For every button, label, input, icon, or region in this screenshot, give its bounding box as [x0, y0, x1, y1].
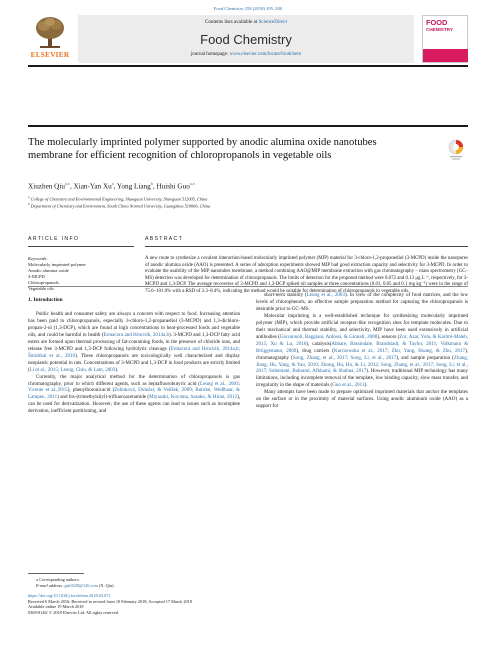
- author-affiliation-marker[interactable]: a,⁎: [189, 181, 195, 186]
- email-suffix: (X. Qiu).: [97, 582, 115, 588]
- keywords-label: Keywords:: [28, 256, 48, 261]
- homepage-prefix: journal homepage:: [190, 52, 230, 57]
- left-column: [28, 311, 240, 415]
- affiliation-text: College of Chemistry and Environmental Engineering, Shaoguan University, Shaoguan 512005, China: [30, 196, 208, 202]
- article-history: Received 6 March 2016; Received in revised form 10 February 2018; Accepted 17 March 2018: [28, 598, 192, 604]
- body-text: ). In view of the complexity of food matrices, and the low levels of chlorophenols, an effective sample preparation method for capturing the chloropropanols is desirable prior to GC–MS.: [256, 292, 468, 312]
- author-affiliation-marker[interactable]: a: [111, 181, 114, 186]
- author-name[interactable]: Yong Liang: [116, 182, 151, 191]
- body-text: ). These chloropropanols are toxicologically well characterized and display neoplastic potential in rats. Concentrations of 3-MCPD and 1,3-DCP in food products are strictly limited (: [28, 352, 240, 373]
- body-text: ).: [115, 366, 119, 373]
- keyword-item: Vegetable oils: [28, 286, 54, 292]
- footnote-marker: ⁎: [36, 577, 40, 582]
- author-name[interactable]: Xian-Yan Xu: [73, 182, 112, 191]
- body-text: Molecular imprinting is a well-established technique for synthesizing molecularly imprinted polymer (MIP), which provide artificial receptor-like recognition sites for template molecules. Due to their mechanical and thermal stability, and selectivity, MIP have been used extensively in artificial antibodies (: [256, 312, 468, 340]
- elsevier-tree-icon: [34, 16, 66, 50]
- author-list: [28, 181, 448, 190]
- affiliation-b: [28, 202, 468, 208]
- email-label: E-mail address:: [36, 582, 65, 588]
- body-text: ), can be used for derivatization. However, the use of these agents can lead to issues such as incomplete derivation, inefficient partitioning, and: [28, 394, 241, 415]
- email-link[interactable]: gsh0228@126.com: [64, 582, 98, 588]
- citation-link[interactable]: Zelinková, Doležal, & Velíšek, 2009; Buhrke, Weißhaar, & Lampen, 2011: [28, 387, 240, 401]
- citation-link[interactable]: Miyazaki, Koyama, Sasako, & Hirao, 2012: [149, 394, 238, 401]
- abstract-text: A new route to synthesize a covalent interaction-based molecularly imprinted polymer (MIP) material for 3-chloro-1,2-propanediol (3-MCPD) inside the nanopores of anodic alumina oxide (AAO) is presented. A series of adsorption experiments showed MIP had good extraction capacity and selectivity for 3-MCPD. In order to evaluate the usability of the MIP nanotubes membrane, a method combining AAO@MIP membrane extraction with gas chromatography – mass spectrometry (GC–MS) detection was developed for determination of chloropropanols. The limits of detection for the proposed method were 0.072 and 0.13 μg L⁻¹, respectively, for 3-MCPD and 1,3-DCP. The average recoveries of 3-MCPD and 1,3-DCP spiked oil samples at three concentrations (0.01, 0.05 and 0.1 mg kg⁻¹) were in the range of 75.6–101.0% with a RSD of 3.3–8.4%, indicating the method would be suitable for determination of chloropropanols in vegetable oils.: [145, 256, 468, 294]
- citation-link[interactable]: Giovannoli, Baggiani, Anfossi, & Giraudi, 2008: [279, 333, 378, 340]
- journal-banner: [78, 15, 414, 63]
- author-name[interactable]: Huishi Guo: [156, 182, 190, 191]
- author-affiliation-marker[interactable]: a,⁎: [64, 181, 70, 186]
- publisher-name: ELSEVIER: [30, 51, 70, 59]
- body-paragraph: [256, 389, 468, 410]
- body-text: ), chromatography (: [256, 347, 469, 361]
- publisher-logo[interactable]: [28, 15, 72, 63]
- body-text: ) and bis-(trimethylsilyl)-trifluoroacetamide (: [57, 394, 150, 401]
- online-date: Available online 19 March 2018: [28, 604, 84, 610]
- citation-link[interactable]: Zor, Azar, Yola, & Karimi-Maleh, 2015; Xu & Lu, 2016: [256, 333, 468, 347]
- body-text: short-term stability (: [264, 292, 307, 298]
- body-text: ), sensors (: [377, 333, 400, 340]
- body-text: ). However, traditional MIP technology has many limitations, including incomplete removal of the template, low binding capacity, slow mass transfer, and irregularity in the shape of materials (: [256, 368, 468, 389]
- body-text: ), catalysis(: [306, 340, 332, 347]
- author-separator: ,: [152, 182, 157, 191]
- abstract-rule: [145, 246, 468, 247]
- citation-link[interactable]: Zhang, Jiang, Hu, Yang, & Yao, 2010; Zhong, Hu, Hu, & Li, 2012; Song, Zhang, et al., 2017; Song, Li, et al., 2017; Soleimani, Bahrami, Afkhami, & Shabna, 2017: [256, 354, 469, 375]
- citation-link[interactable]: Abbate, Bassindale, Brandstadt, & Taylor, 2011; Volkmann & Brüggemann, 2006: [256, 340, 468, 354]
- journal-title[interactable]: Food Chemistry: [200, 32, 292, 47]
- introduction-heading: 1. Introduction: [28, 297, 63, 303]
- article-title: The molecularly imprinted polymer supported by anodic alumina oxide nanotubes membrane for efficient recognition of chloropropanols in vegetable oils: [28, 137, 377, 161]
- author-separator: ,: [69, 182, 74, 191]
- corresponding-author-note: [36, 577, 115, 588]
- citation-link[interactable]: Guo et al., 2011: [332, 382, 365, 389]
- sciencedirect-link[interactable]: ScienceDirect: [258, 19, 288, 25]
- body-text: ), drug carriers (: [296, 347, 334, 354]
- journal-citation[interactable]: Food Chemistry 258 (2018) 295–300: [213, 6, 283, 11]
- author-name[interactable]: Xiuzhen Qiu: [28, 182, 65, 191]
- citation-link[interactable]: Song, Zhang, et al., 2017; Song, Li, et al., 2017: [292, 354, 397, 361]
- journal-homepage: [78, 52, 414, 57]
- body-paragraph: [256, 313, 468, 389]
- citation-link[interactable]: Kurczewska et al., 2017; Zhu, Yang, Huang, & Zhu, 2017: [333, 347, 466, 354]
- body-text: ), phenylboronicacid (: [67, 387, 115, 394]
- body-paragraph: [28, 311, 240, 374]
- keyword-item: 3-MCPD: [28, 274, 45, 280]
- footnote-rule: [28, 573, 84, 574]
- article-info-rule: [28, 246, 134, 247]
- cover-band: [423, 49, 468, 62]
- citation-link[interactable]: Leung et al., 2003; Vicente et al.,2015: [28, 380, 241, 394]
- citation-link[interactable]: Leung et al., 2003: [306, 292, 345, 298]
- body-paragraph: [256, 292, 468, 313]
- article-metadata: [28, 593, 192, 615]
- body-text: ).: [364, 382, 368, 389]
- cover-line-2: CHEMISTRY: [426, 26, 453, 32]
- affiliation-marker: a: [28, 195, 30, 199]
- journal-cover[interactable]: [422, 15, 468, 63]
- citation-link[interactable]: Li et al., 2015; Leung, Chiu, & Lam, 2003: [29, 366, 116, 373]
- footnote-label: Corresponding authors.: [39, 577, 80, 582]
- cover-line-1: FOOD: [426, 18, 448, 27]
- contents-line: [78, 19, 414, 25]
- author-affiliation-marker[interactable]: b: [150, 181, 153, 186]
- citation-link[interactable]: Ermacora and Hrncirik, 2014a,b: [103, 331, 170, 338]
- abstract-heading: ABSTRACT: [145, 236, 184, 242]
- keyword-item: Chloropropanols: [28, 280, 59, 286]
- author-separator: ,: [113, 182, 117, 191]
- check-for-updates-icon[interactable]: [448, 139, 464, 161]
- cover-title: [426, 20, 466, 33]
- header-rule-bottom: [28, 125, 468, 127]
- keyword-list: [28, 262, 86, 292]
- citation-link[interactable]: Ermacora and Hrncirik, 2014a,b; Šmidrkal et al., 2016: [28, 345, 240, 359]
- affiliation-marker: b: [28, 202, 30, 206]
- article-info-heading: ARTICLE INFO: [28, 236, 80, 242]
- keyword-item: Anodic alumina oxide: [28, 268, 69, 274]
- affiliation-text: Department of Chemistry and Environment, South China Normal University, Guangzhou 510006, China: [30, 203, 211, 209]
- homepage-link[interactable]: www.elsevier.com/locate/foodchem: [229, 52, 302, 57]
- body-text: ), and sample preparation (: [396, 354, 454, 361]
- header-rule-top: [28, 65, 468, 67]
- journal-header: [28, 15, 468, 63]
- affiliation-a: [28, 195, 468, 201]
- body-text: Public health and consumer safety are always a concern with respect to food. Increasing attention has been paid to chloropropanols, especially 3-chloro-1,2-propanediol (3-MCPD) and 1,3-dichloro-propan-2-ol (1,3-DCP), which are found at high concentrations in heat-processed foods and vegetable oils, and could be harmful to health (: [28, 311, 240, 338]
- right-column: [256, 292, 468, 410]
- keyword-item: Molecularly imprinted polymer: [28, 262, 86, 267]
- body-text: Many attempts have been made to prepare optimized imprinted materials that anchor the templates on the surface or in the proximity of material surfaces. Using anodic aluminum oxide (AAO) as a support for: [256, 389, 468, 410]
- body-text: Currently, the major analytical method for the determination of chloropropanols is gas chromatography, prior to which different agents, such as heptafluorobutyric acid (: [28, 373, 240, 387]
- body-text: ). 3-MCPD and 1,3-DCP fatty acid esters are formed upon thermal processing of fat-containing foods, in the presence of chloride ions, and release free 3-MCPD and 1,3-DCP following hydrolytic cleavage (: [28, 331, 240, 352]
- doi-link[interactable]: https://doi.org/10.1016/j.foodchem.2018.03.071: [28, 593, 111, 598]
- copyright-line: 0308-8146/ © 2018 Elsevier Ltd. All rights reserved.: [28, 609, 119, 615]
- contents-prefix: Contents lists available at: [204, 19, 259, 25]
- body-paragraph: [28, 374, 240, 416]
